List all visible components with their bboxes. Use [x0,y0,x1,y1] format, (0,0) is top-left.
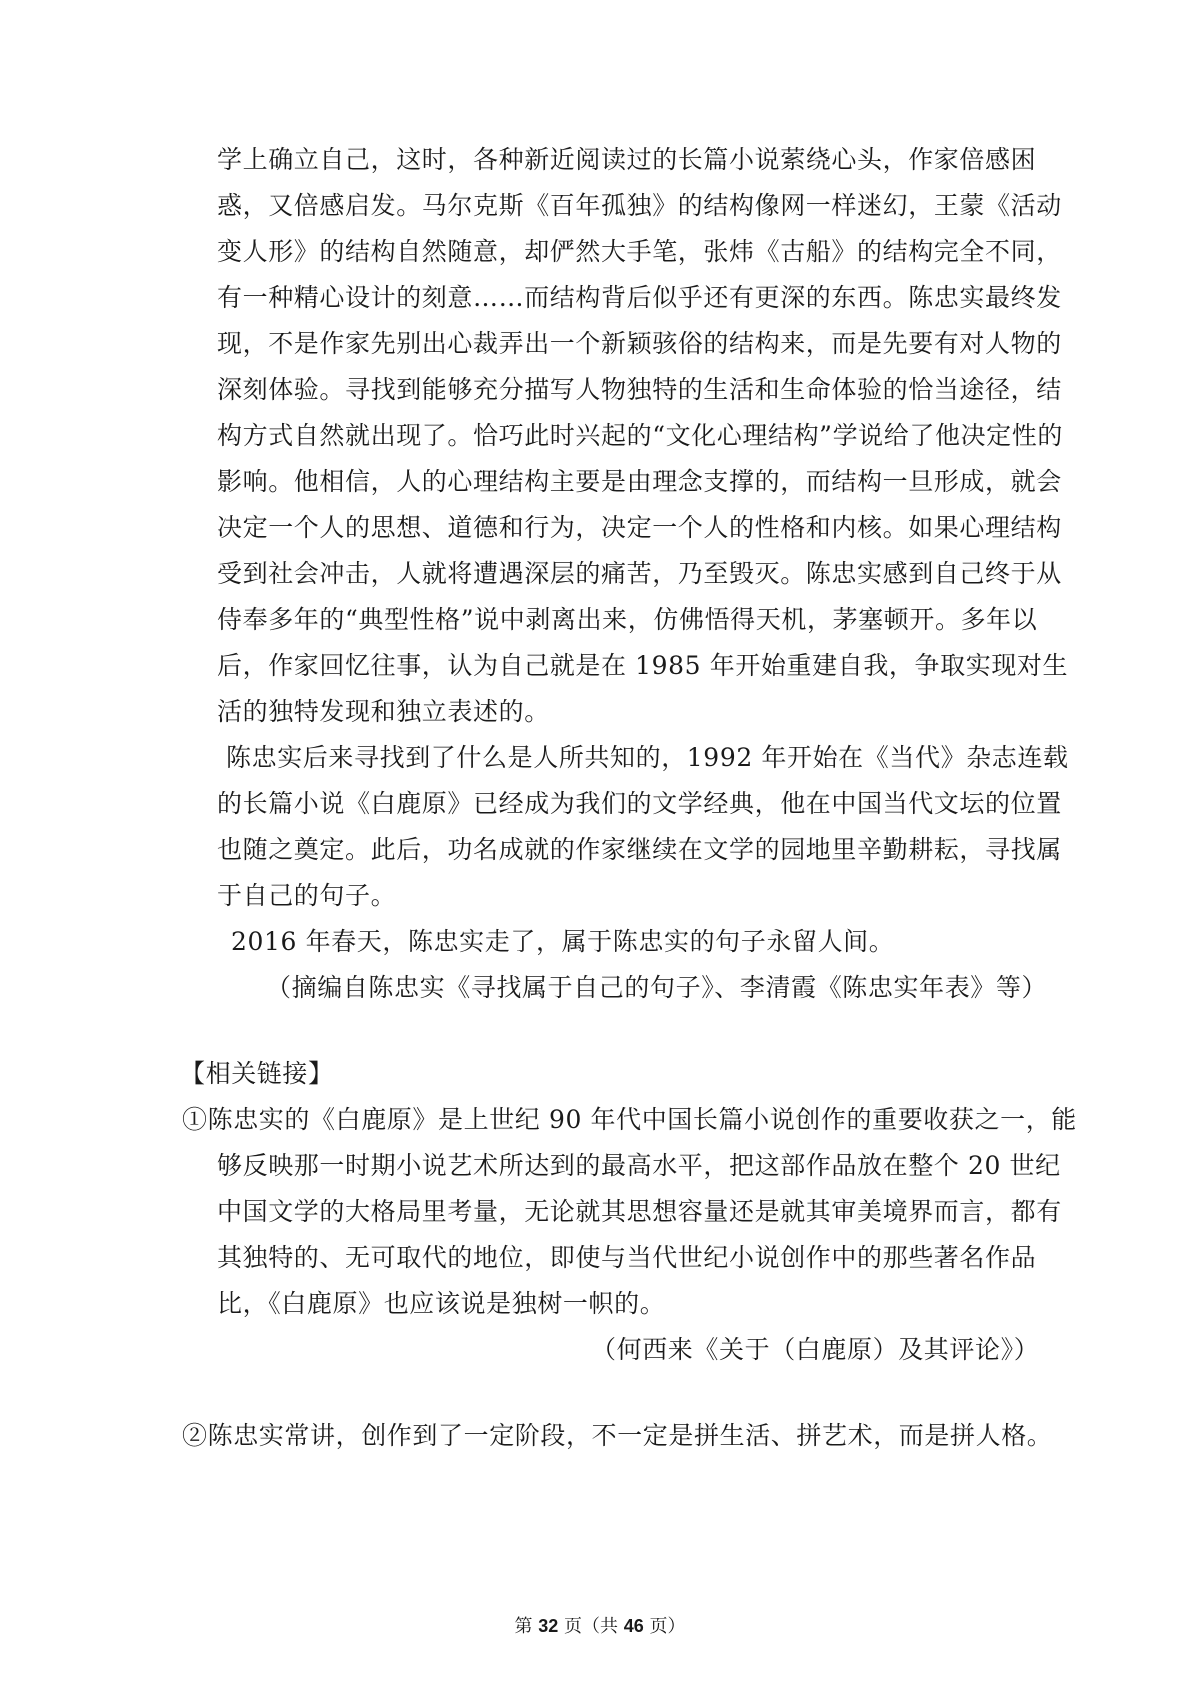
footer-prefix: 第 [514,1616,539,1637]
text-line: 其独特的、无可取代的地位，即使与当代世纪小说创作中的那些著名作品 [217,1243,1037,1272]
text-line: 受到社会冲击，人就将遭遇深层的痛苦，乃至毁灭。陈忠实感到自己终于从 [217,559,1062,588]
text-line: 影响。他相信，人的心理结构主要是由理念支撑的，而结构一旦形成，就会 [217,467,1062,496]
page-number: 32 [538,1616,559,1636]
text-line: 2016 年春天，陈忠实走了，属于陈忠实的句子永留人间。 [231,927,895,956]
page-footer [0,1614,1200,1639]
list-item: ②陈忠实常讲，创作到了一定阶段，不一定是拼生活、拼艺术，而是拼人格。 [182,1421,1053,1450]
text-line: 够反映那一时期小说艺术所达到的最高水平，把这部作品放在整个 20 世纪 [217,1151,1061,1180]
text-line: 中国文学的大格局里考量，无论就其思想容量还是就其审美境界而言，都有 [217,1197,1062,1226]
text-line: 比，《白鹿原》也应该说是独树一帜的。 [217,1289,666,1318]
text-line: 深刻体验。寻找到能够充分描写人物独特的生活和生命体验的恰当途径，结 [217,375,1062,404]
text-line: 于自己的句子。 [217,881,397,910]
footer-middle: 页（共 [558,1616,624,1637]
text-line: 构方式自然就出现了。恰巧此时兴起的“文化心理结构”学说给了他决定性的 [217,421,1063,450]
text-line: 惑，又倍感启发。马尔克斯《百年孤独》的结构像网一样迷幻，王蒙《活动 [217,191,1062,220]
text-line: 现，不是作家先别出心裁弄出一个新颖骇俗的结构来，而是先要有对人物的 [217,329,1062,358]
total-pages: 46 [623,1616,644,1636]
text-line: 决定一个人的思想、道德和行为，决定一个人的性格和内核。如果心理结构 [217,513,1062,542]
section-heading: 【相关链接】 [180,1059,334,1088]
text-line: 有一种精心设计的刻意……而结构背后似乎还有更深的东西。陈忠实最终发 [217,283,1062,312]
footer-suffix: 页） [643,1616,686,1637]
text-line: 侍奉多年的“典型性格”说中剥离出来，仿佛悟得天机，茅塞顿开。多年以 [217,605,1038,634]
source-citation: （摘编自陈忠实《寻找属于自己的句子》、李清霞《陈忠实年表》等） [266,973,1048,1002]
text-line: 学上确立自己，这时，各种新近阅读过的长篇小说萦绕心头，作家倍感困 [217,145,1037,174]
source-citation: （何西来《关于（白鹿原）及其评论》） [591,1335,1040,1364]
list-item: ①陈忠实的《白鹿原》是上世纪 90 年代中国长篇小说创作的重要收获之一，能 [182,1105,1077,1134]
text-line: 陈忠实后来寻找到了什么是人所共知的，1992 年开始在《当代》杂志连载 [226,743,1069,772]
text-line: 活的独特发现和独立表述的。 [217,697,550,726]
text-line: 变人形》的结构自然随意，却俨然大手笔，张炜《古船》的结构完全不同， [217,237,1062,266]
text-line: 也随之奠定。此后，功名成就的作家继续在文学的园地里辛勤耕耘，寻找属 [217,835,1062,864]
text-line: 的长篇小说《白鹿原》已经成为我们的文学经典，他在中国当代文坛的位置 [217,789,1062,818]
text-line: 后，作家回忆往事，认为自己就是在 1985 年开始重建自我，争取实现对生 [217,651,1069,680]
